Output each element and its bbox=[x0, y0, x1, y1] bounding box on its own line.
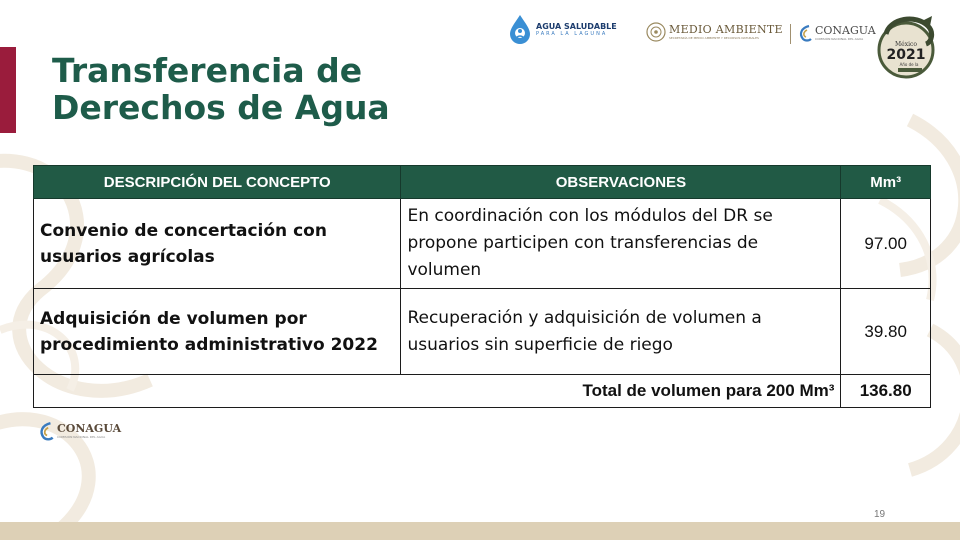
svg-text:México: México bbox=[895, 41, 917, 48]
medio-ambiente-name: MEDIO AMBIENTE bbox=[669, 23, 783, 36]
medio-ambiente-subtitle: SECRETARÍA DE MEDIO AMBIENTE Y RECURSOS NATURALES bbox=[669, 36, 759, 40]
conagua-header-subtitle: COMISIÓN NACIONAL DEL AGUA bbox=[815, 37, 864, 41]
row-observation: En coordinación con los módulos del DR se propone participen con transferencias de volumen bbox=[401, 199, 841, 289]
header-description: DESCRIPCIÓN DEL CONCEPTO bbox=[34, 166, 401, 199]
medio-ambiente-logo bbox=[646, 22, 783, 42]
logo-divider bbox=[790, 24, 791, 44]
title-line-2: Derechos de Agua bbox=[52, 88, 390, 127]
header-mm3: Mm³ bbox=[841, 166, 931, 199]
row-value: 97.00 bbox=[841, 199, 931, 289]
footer-band bbox=[0, 522, 960, 540]
conagua-footer-name: CONAGUA bbox=[57, 422, 122, 435]
table-header-row bbox=[34, 166, 931, 199]
page-title bbox=[52, 52, 390, 126]
conagua-swirl-icon bbox=[37, 421, 55, 441]
national-seal-icon bbox=[646, 22, 666, 42]
conagua-logo-footer bbox=[37, 421, 121, 441]
accent-bar bbox=[0, 47, 16, 133]
agua-saludable-tagline: PARA LA LAGUNA bbox=[536, 30, 608, 37]
total-label: Total de volumen para 200 Mm³ bbox=[34, 375, 841, 408]
agua-saludable-name: AGUA SALUDABLE bbox=[536, 21, 617, 31]
table-row bbox=[34, 199, 931, 289]
total-row bbox=[34, 375, 931, 408]
agua-saludable-logo bbox=[508, 14, 617, 44]
table-row bbox=[34, 289, 931, 375]
water-drop-icon bbox=[508, 14, 532, 44]
row-description: Adquisición de volumen por procedimiento administrativo 2022 bbox=[34, 289, 401, 375]
row-description: Convenio de concertación con usuarios agrícolas bbox=[34, 199, 401, 289]
transfer-table bbox=[33, 165, 931, 408]
row-observation: Recuperación y adquisición de volumen a usuarios sin superficie de riego bbox=[401, 289, 841, 375]
svg-text:2021: 2021 bbox=[886, 47, 926, 63]
conagua-swirl-icon bbox=[797, 24, 813, 42]
page-number: 19 bbox=[874, 509, 886, 520]
row-value: 39.80 bbox=[841, 289, 931, 375]
svg-text:Año de la: Año de la bbox=[899, 62, 919, 67]
conagua-footer-subtitle: COMISIÓN NACIONAL DEL AGUA bbox=[57, 435, 106, 439]
conagua-header-name: CONAGUA bbox=[815, 24, 876, 37]
conagua-logo-header bbox=[797, 24, 876, 42]
mexico-2021-emblem-icon bbox=[876, 12, 938, 80]
total-value: 136.80 bbox=[841, 375, 931, 408]
header-observations: OBSERVACIONES bbox=[401, 166, 841, 199]
title-line-1: Transferencia de bbox=[52, 51, 363, 90]
